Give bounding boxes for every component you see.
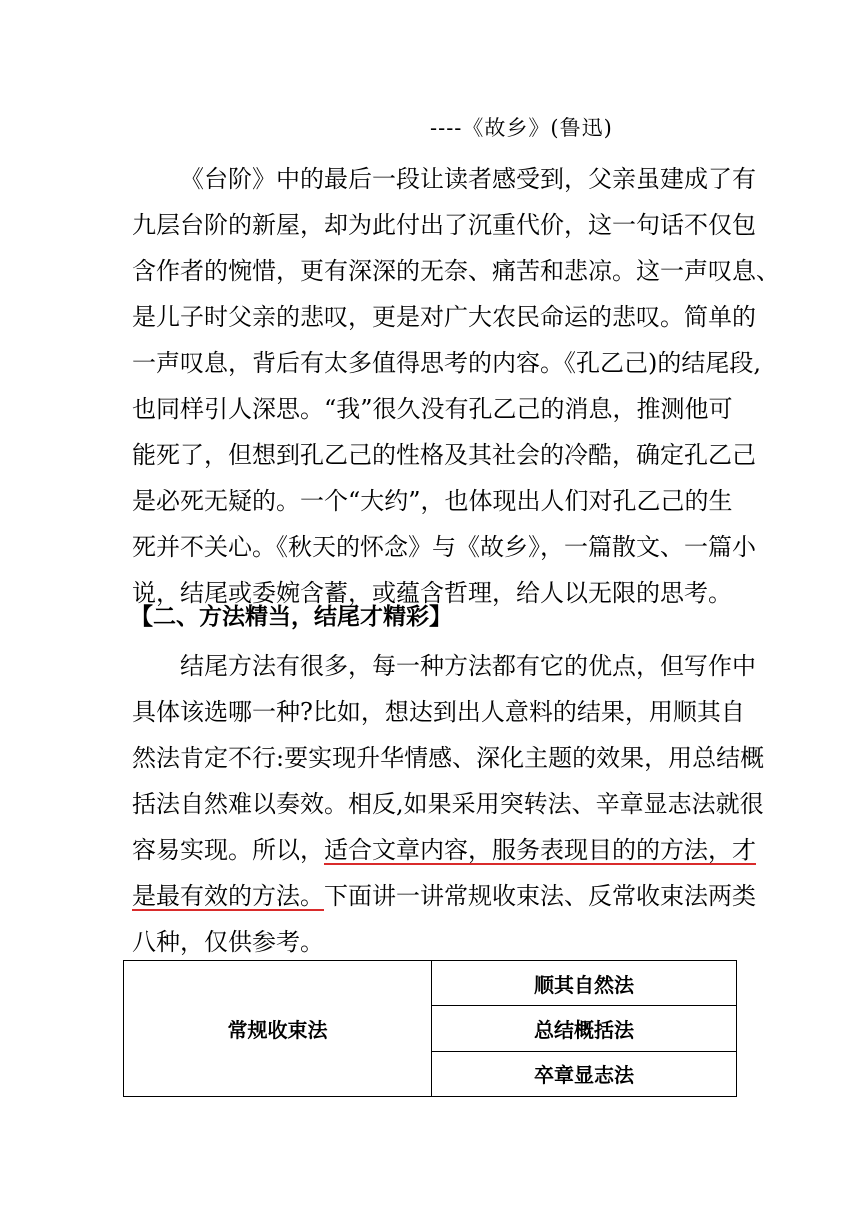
paragraph-1-line: 说，结尾或委婉含蓄，或蕴含哲理，给人以无限的思考。	[132, 579, 732, 607]
paragraph-2-text: 容易实现。所以，	[132, 836, 324, 864]
paragraph-1-line: 《台阶》中的最后一段让读者感受到，父亲虽建成了有	[180, 165, 756, 193]
paragraph-1-line: 是必死无疑的。一个“大约”，也体现出人们对孔乙己的生	[132, 487, 733, 515]
method-cell: 顺其自然法	[432, 961, 737, 1006]
paragraph-2-line: 具体该选哪一种?比如，想达到出人意料的结果，用顺其自	[132, 698, 745, 726]
underlined-key-sentence: 是最有效的方法。	[132, 882, 324, 910]
method-cell: 总结概括法	[432, 1006, 737, 1051]
paragraph-2-line: 结尾方法有很多，每一种方法都有它的优点，但写作中	[180, 652, 756, 680]
paragraph-1-line: 含作者的惋惜，更有深深的无奈、痛苦和悲凉。这一声叹息、	[132, 257, 780, 285]
method-cell: 卒章显志法	[432, 1051, 737, 1096]
paragraph-1-line: 一声叹息，背后有太多值得思考的内容。《孔乙己)的结尾段,	[132, 349, 761, 377]
paragraph-1-line: 死并不关心。《秋天的怀念》与《故乡》，一篇散文、一篇小	[132, 533, 756, 561]
paragraph-2-line	[132, 827, 756, 873]
paragraph-2-line: 括法自然难以奏效。相反,如果采用突转法、辛章显志法就很	[132, 790, 764, 818]
paragraph-2-line	[132, 873, 756, 919]
paragraph-2-text: 下面讲一讲常规收束法、反常收束法两类	[324, 882, 756, 910]
paragraph-2-line: 八种，仅供参考。	[132, 928, 324, 956]
underlined-key-sentence: 适合文章内容，服务表现目的的方法，才	[324, 836, 756, 864]
paragraph-1-line: 是儿子时父亲的悲叹，更是对广大农民命运的悲叹。简单的	[132, 303, 756, 331]
source-attribution: ----《故乡》(鲁迅)	[430, 116, 613, 140]
paragraph-1-line: 也同样引人深思。“我”很久没有孔乙己的消息，推测他可	[132, 395, 733, 423]
paragraph-2	[132, 643, 765, 965]
paragraph-1-line: 能死了，但想到孔乙己的性格及其社会的冷酷，确定孔乙己	[132, 441, 756, 469]
paragraph-2-line: 然法肯定不行:要实现升华情感、深化主题的效果，用总结概	[132, 744, 765, 772]
section-heading: 【二、方法精当，结尾才精彩】	[130, 604, 452, 630]
paragraph-1-line: 九层台阶的新屋，却为此付出了沉重代价，这一句话不仅包	[132, 211, 756, 239]
category-cell: 常规收束法	[124, 961, 432, 1097]
paragraph-1	[132, 156, 780, 616]
methods-table	[123, 960, 737, 1097]
